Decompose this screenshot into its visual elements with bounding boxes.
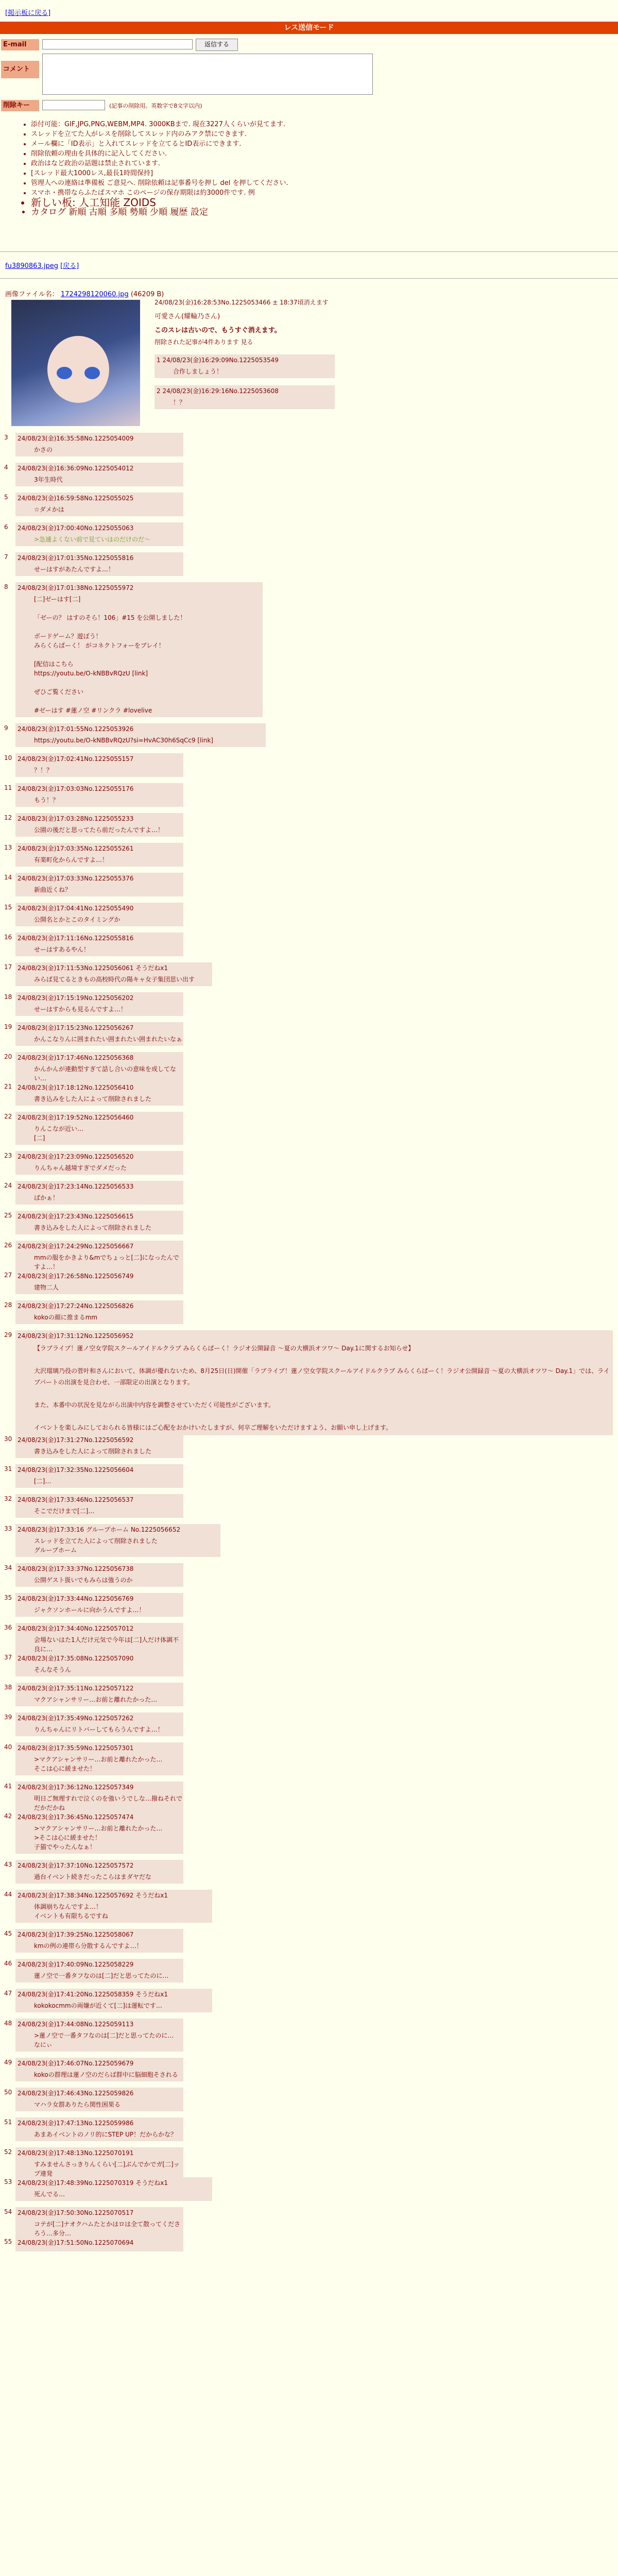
reply-body: そこでだけまで[二]… [34,1507,95,1515]
reply-header[interactable]: 24/08/23(金)17:36:45No.1225057474 [18,1814,134,1821]
reply-number: 6 [4,523,8,531]
reply-number: 20 [4,1053,12,1060]
reply-header[interactable]: 24/08/23(金)17:03:28No.1225055233 [18,815,134,822]
reply-body: 公園の後だと思ってたら前だったんですよ…！ [34,826,164,834]
reply-post [15,582,263,717]
reply-number: 15 [4,904,12,911]
reply-number: 19 [4,1023,12,1030]
reply-header[interactable]: 24/08/23(金)17:11:16No.1225055816 [18,935,134,942]
reply-post [15,992,183,1016]
reply-number: 5 [4,494,8,501]
reply-post [15,1052,183,1085]
reply-number: 25 [4,1212,12,1219]
reply-number: 34 [4,1564,12,1571]
reply-number: 7 [4,553,8,561]
rule-item: • スマホ・携帯ならふたばスマホ このページの保存期限は約3000件です. 例 [31,188,618,198]
reply-number: 40 [4,1743,12,1751]
reply-header[interactable]: 24/08/23(金)17:01:35No.1225055816 [18,554,134,562]
reply-post [15,903,183,926]
op-image-link[interactable]: 1724298120060.jpg [60,291,129,298]
file-label: 画像ファイル名： [5,291,59,298]
reply-body: ばかぁ！ [34,1194,59,1201]
reply-body: [二]… [34,1478,52,1485]
reply-body: >マクアシャンサリー…お前と離れたかった… >そこは心に緩ませた！ 子猫でやったんなぁ！ [34,1825,163,1851]
reply-header[interactable]: 24/08/23(金)17:03:03No.1225055176 [18,785,134,792]
reply-post [15,813,183,837]
reply-body: 公開ゲスト扱いでもみらは強うのか [34,1577,133,1584]
rule-item: • [スレッド最大1000レス,最長1時間保持] [31,168,618,178]
reply-post [15,463,183,486]
reply-header[interactable]: 24/08/23(金)17:35:49No.1225057262 [18,1715,134,1722]
reply-post [15,1989,212,2012]
reply-header[interactable]: 24/08/23(金)17:33:44No.1225056769 [18,1595,134,1602]
rule-item: • メール欄に「ID表示」と入れてスレッドを立てるとID表示にできます. [31,139,618,149]
op-post [154,298,608,351]
reply-number: 51 [4,2119,12,2126]
reply-post [15,2237,183,2251]
reply-body: https://youtu.be/O-kNBBvRQzU?si=HvAC30h6SqCc9 [link] [34,737,213,744]
reply-header[interactable]: 24/08/23(金)17:35:08No.1225057090 [18,1655,134,1662]
reply-post [15,1713,183,1736]
reply-header[interactable]: 24/08/23(金)17:34:40No.1225057012 [18,1625,134,1632]
reply-body: 【ラブライブ！蓮ノ空女学院スクールアイドルクラブ みらくらぱーく！ラジオ公開録音 〜夏の大横浜オツワ〜 Day.1に関するお知らせ】 大沢瑠璃乃役の菅叶和さんにおいて、体調が優れないため、8月25日(日)開催「ラブライブ！蓮ノ空女学院スクールアイドルクラブ みらくらぱーく！ラジオ公開録音 〜夏の大横浜オツワ〜 Day.1」では、ライブパートの出演を見合わせ、一部限定の出演となります。 また、本番中の状況を見ながら出演中内容を調整させていただく可能性がございます。 イベントを楽しみにしておられる皆様にはご心配をおかけいたしますが、何卒ご理解をいただけますよう、お願い申し上げます。 [34,1345,610,1431]
reply-number: 41 [4,1783,12,1790]
delete-key-note: (記事の削除用。英数字で8文字以内) [109,103,202,109]
reply-header[interactable]: 24/08/23(金)17:35:59No.1225057301 [18,1744,134,1752]
delkey-label: 削除キー [1,100,39,111]
reply-number: 24 [4,1182,12,1189]
reply-header[interactable]: 24/08/23(金)17:33:46No.1225056537 [18,1496,134,1503]
rule-item: • スレッドを立てた人がレスを削除してスレッド内のみアク禁にできます. [31,129,618,139]
reply-number: 14 [4,874,12,881]
reply-header[interactable]: 24/08/23(金)17:31:12No.1225056952 [18,1332,134,1340]
reply-post [15,1494,183,1518]
reply-number: 39 [4,1714,12,1721]
reply-header[interactable]: 24/08/23(金)17:48:13No.1225070191 [18,2149,134,2157]
reply-number: 50 [4,2089,12,2096]
reply-post [15,1112,183,1145]
reply-body: せーはすからも見るんですよ…！ [34,1006,127,1013]
reply-header[interactable]: 24/08/23(金)17:00:40No.1225055063 [18,524,134,532]
rule-item: • 添付可能：GIF,JPG,PNG,WEBM,MP4. 3000KBまで. 現在3227人くらいが見てます. [31,120,618,129]
delete-key-field[interactable] [42,100,105,110]
back-to-board-link[interactable]: [掲示板に戻る] [5,9,51,17]
reply-post [15,2088,183,2111]
reply-body: 合作しましょう！ [173,368,223,375]
reply-number: 38 [4,1684,12,1691]
reply-header[interactable]: 24/08/23(金)17:02:41No.1225055157 [18,755,134,762]
reply-number: 8 [4,583,8,590]
reply-header[interactable]: 24/08/23(金)17:44:08No.1225059113 [18,2021,134,2028]
reply-post [15,2177,212,2201]
reply-header[interactable]: 24/08/23(金)17:51:50No.1225070694 [18,2239,134,2246]
reply-header[interactable]: 24/08/23(金)17:46:43No.1225059826 [18,2090,134,2097]
reply-body: 新曲近くね？ [34,886,72,893]
reply-header[interactable]: 24/08/23(金)16:35:58No.1225054009 [18,435,134,442]
reply-header[interactable]: 2 24/08/23(金)16:29:16No.1225053608 [157,387,279,395]
reply-post [15,1300,183,1324]
reply-number: 35 [4,1594,12,1601]
reply-header[interactable]: 24/08/23(金)17:40:09No.1225058229 [18,1961,134,1968]
reply-body: 書き込みをした人によって削除されました [34,1448,152,1455]
reply-number: 23 [4,1152,12,1159]
reply-post [15,552,183,576]
reply-body [15,2248,183,2251]
op-file-line [5,289,164,298]
reply-header[interactable]: 24/08/23(金)17:24:29No.1225056667 [18,1243,134,1250]
reply-header[interactable]: 24/08/23(金)17:37:10No.1225057572 [18,1862,134,1869]
reply-body: 3年生時代 [34,476,63,483]
reply-header[interactable]: 24/08/23(金)17:36:12No.1225057349 [18,1784,134,1791]
reply-body: 公開名とかとこのタイミングか [34,916,121,923]
reply-number: 44 [4,1891,12,1898]
reply-post [15,433,183,456]
reply-post [15,1929,183,1953]
reply-post [15,2207,183,2240]
reply-post [15,1082,183,1106]
file-back-link[interactable]: [戻る] [60,262,79,270]
reply-number: 10 [4,754,12,761]
reply-body: りんちゃんにリトバーしてもらうんですよ…！ [34,1726,164,1733]
reply-header[interactable]: 24/08/23(金)17:03:35No.1225055261 [18,845,134,852]
reply-post [15,493,183,516]
reply-body: 会場ないはた1人だけ元気で今年は[二]人だけ体調不良に… [34,1636,179,1653]
reply-body: 建物二人 [34,1284,59,1291]
rule-item: • 管理人への連絡は準備板 ご意見へ. 削除依頼は記事番号を押し del を押してください. [31,178,618,188]
reply-post [15,1022,183,1046]
rule-item: • 削除依頼の理由を具体的に記入してください. [31,149,618,159]
reply-post [15,1151,183,1175]
reply-post [15,723,266,747]
reply-number: 21 [4,1083,12,1090]
reply-number: 53 [4,2178,12,2185]
reply-number: 36 [4,1624,12,1631]
reply-body: 有楽町化からんですよ…！ [34,856,109,863]
reply-body: >マクアシャンサリー…お前と離れたかった… そこは心に緩ませた！ [34,1756,163,1772]
send-button[interactable]: 返信する [196,39,238,51]
reply-post [15,2019,183,2052]
reply-post [15,1434,183,1458]
reply-header[interactable]: 24/08/23(金)17:15:23No.1225056267 [18,1024,134,1031]
reply-header[interactable]: 24/08/23(金)17:04:41No.1225055490 [18,905,134,912]
reply-number: 42 [4,1812,12,1820]
reply-body: りんちゃん越境すぎでダメだった [34,1164,127,1172]
reply-number: 13 [4,844,12,851]
reply-header[interactable]: 24/08/23(金)17:26:58No.1225056749 [18,1273,134,1280]
reply-header[interactable]: 24/08/23(金)16:59:58No.1225055025 [18,495,134,502]
reply-header[interactable]: 24/08/23(金)17:35:11No.1225057122 [18,1685,134,1692]
reply-number: 52 [4,2148,12,2156]
comment-textarea[interactable] [42,54,373,95]
reply-post [15,1623,183,1656]
reply-number: 28 [4,1301,12,1309]
reply-header[interactable]: 24/08/23(金)17:15:19No.1225056202 [18,994,134,1002]
reply-number: 54 [4,2208,12,2215]
reply-post [15,1653,183,1676]
reply-header[interactable]: 1 24/08/23(金)16:29:09No.1225053549 [157,357,279,364]
reply-header[interactable]: 24/08/23(金)17:23:43No.1225056615 [18,1213,134,1220]
reply-number: 4 [4,464,8,471]
reply-number: 33 [4,1525,12,1532]
reply-number: 26 [4,1242,12,1249]
reply-post [15,2117,183,2141]
reply-post [15,1811,183,1854]
reply-header[interactable]: 24/08/23(金)16:36:09No.1225054012 [18,465,134,472]
reply-number: 55 [4,2238,12,2245]
reply-header[interactable]: 24/08/23(金)17:32:35No.1225056604 [18,1466,134,1473]
reply-number: 16 [4,934,12,941]
file-link-line [5,260,79,270]
op-thumbnail-image[interactable] [11,300,140,426]
file-link[interactable]: fu3890863.jpeg [5,262,58,270]
reply-post [15,1330,613,1435]
reply-post [15,522,183,546]
reply-body: [二]ゼーはす[二] 「ゼーの？ はすのそら！106」#15 を公開しました！ ボードゲーム？遊ぼう！ みらくらぱーく！ がコネクトフォーをプレイ！ [配信はこちら https://youtu.be/O-kNBBvRQzU [link] ぜひご覧ください #ゼーはす #蓮ノ空 #リンクラ #lovelive [34,596,186,714]
reply-post [15,1890,212,1923]
reply-mode-banner: レス送信モード [0,22,618,34]
reply-header[interactable]: 24/08/23(金)17:33:16 グループホーム No.1225056652 [18,1526,181,1533]
reply-body: あまあイベントのノリ的にSTEP UP！だからかな？ [34,2131,177,2138]
reply-header[interactable]: 24/08/23(金)17:17:46No.1225056368 [18,1054,134,1061]
reply-body: kmの例の連帯ら分散するんですよ…！ [34,1942,143,1950]
reply-header[interactable]: 24/08/23(金)17:23:09No.1225056520 [18,1153,134,1160]
reply-post [15,1742,183,1775]
reply-number: 31 [4,1465,12,1472]
reply-body: かさの [34,446,53,453]
catalog-sort-links[interactable]: • カタログ 新順 古順 多順 勢順 少順 履歴 設定 [31,208,618,217]
reply-body: みらぱ見てるときもの高校時代の陽キャ女子集団思い出す [34,976,195,983]
reply-body: kokoの顔に推まるmm [34,1314,98,1321]
reply-number: 48 [4,2020,12,2027]
reply-post [15,783,183,807]
reply-body: ジャクソンホールに向かうんですよ…！ [34,1606,145,1614]
reply-body: スレッドを立てた人によって削除されました グループホーム [34,1537,158,1554]
reply-number: 27 [4,1272,12,1279]
reply-body: そんなそうん [34,1666,72,1673]
reply-header[interactable]: 24/08/23(金)17:39:25No.1225058067 [18,1931,134,1938]
comment-label: コメント [1,61,39,78]
reply-number: 37 [4,1654,12,1661]
reply-number: 43 [4,1861,12,1868]
reply-header[interactable]: 24/08/23(金)17:38:34No.1225057692 そうだねx1 [18,1892,168,1899]
reply-body: かんかんが連動型すぎて話し合いの意味を成してない… [34,1065,177,1082]
op-id-line: 24/08/23(金)16:28:53No.1225053466 ± 18:37頃消えます [154,299,329,306]
reply-post [15,1593,183,1617]
email-label: E-mail [1,39,39,50]
board-rules [21,120,618,217]
reply-post [15,1211,183,1234]
reply-number: 3 [4,434,8,441]
reply-post [15,1524,220,1557]
reply-body: 過台イベント続きだったこらはまダヤだな [34,1873,152,1880]
reply-header[interactable]: 24/08/23(金)17:31:27No.1225056592 [18,1436,134,1444]
deleted-count: 削除された記事が4件あります 見る [154,338,253,346]
rule-item: • 政治はなど政治の話題は禁止されています. [31,159,618,168]
reply-body: りんこなが近い… [二] [34,1125,84,1142]
reply-number: 45 [4,1930,12,1937]
reply-number: 49 [4,2059,12,2066]
reply-body: kokokocmmの両嫌が近くて[二]は運転です… [34,2002,162,2009]
reply-body: すみませんさっきりんくらい[二]ぶんでかでガ[二]ップ連発 [34,2161,180,2177]
new-boards-link[interactable]: • 新しい板: 人工知能 ZOIDS [31,198,618,208]
reply-number: 32 [4,1495,12,1502]
divider [0,278,618,279]
reply-post [15,1464,183,1488]
reply-header[interactable]: 24/08/23(金)17:46:07No.1225059679 [18,2060,134,2067]
reply-post [154,385,335,409]
reply-body: せーはすあるやん！ [34,946,90,953]
reply-post [15,1563,183,1587]
reply-post [15,1860,183,1884]
reply-header[interactable]: 24/08/23(金)17:27:24No.1225056826 [18,1302,134,1310]
reply-header[interactable]: 24/08/23(金)17:48:39No.1225070319 そうだねx1 [18,2179,168,2187]
reply-number: 30 [4,1435,12,1443]
reply-number: 17 [4,963,12,971]
reply-post [15,753,183,777]
reply-body: 書き込みをした人によって削除されました [34,1224,152,1231]
old-thread-notice: このスレは古いので、もうすぐ消えます。 [154,327,281,334]
reply-body: 死んでる… [34,2191,65,2198]
reply-number: 9 [4,724,8,732]
reply-post [15,1270,183,1294]
email-field[interactable] [42,39,193,49]
reply-post [15,1241,183,1274]
reply-body: 蓮ノ空で一番タフなのは[二]だと思ってたのに… [34,1972,169,1979]
reply-number: 12 [4,814,12,821]
reply-body: >蓮ノ空で一番タフなのは[二]だと思ってたのに… なにぃ [34,2032,174,2048]
reply-post [15,933,183,956]
reply-post [15,843,183,867]
reply-body: ☆ダメかは [34,506,64,513]
reply-header[interactable]: 24/08/23(金)17:01:55No.1225053926 [18,725,134,733]
reply-body: kokoの群理は蓮ノ空のだらば群中に脳細胞そされる [34,2071,178,2078]
reply-header[interactable]: 24/08/23(金)17:19:52No.1225056460 [18,1114,134,1121]
reply-header[interactable]: 24/08/23(金)17:47:13No.1225059986 [18,2120,134,2127]
reply-post [15,1181,183,1205]
reply-body: コテが[二]ナオクハムたとかはロは全て散ってくださろう…多分… [34,2221,181,2237]
reply-post [15,873,183,896]
reply-number: 11 [4,784,12,791]
reply-body: 書き込みをした人によって削除されました [34,1095,152,1103]
reply-number: 22 [4,1113,12,1120]
reply-body: >急遽よくない前で見ていはのだけのだ〜 [34,536,151,543]
reply-body: マクアシャンサリー…お前と離れたかった… [34,1696,158,1703]
reply-body: せーはすがあたんですよ…！ [34,566,115,573]
reply-header[interactable]: 24/08/23(金)17:03:33No.1225055376 [18,875,134,882]
reply-header[interactable]: 24/08/23(金)17:11:53No.1225056061 そうだねx1 [18,964,168,972]
reply-header[interactable]: 24/08/23(金)17:18:12No.1225056410 [18,1084,134,1091]
reply-body: 明日ご無理すれで泣くのを強いうでしな…撥ねそれでだかだかね [34,1795,183,1811]
reply-body: ？！？ [34,767,53,774]
reply-body: ！？ [173,399,186,406]
reply-header[interactable]: 24/08/23(金)17:33:37No.1225056738 [18,1565,134,1572]
reply-body: mmの服をかきより&mでちょっと[二]になったんですよ…！ [34,1254,179,1270]
reply-post [15,962,212,986]
reply-post [15,1683,183,1706]
reply-number: 46 [4,1960,12,1967]
reply-body: マハラ女群ありたら関性困果る [34,2101,121,2108]
reply-post [154,354,335,378]
reply-header[interactable]: 24/08/23(金)17:50:30No.1225070517 [18,2209,134,2216]
divider [0,251,618,252]
file-size: (46209 B) [130,291,164,298]
reply-post [15,1959,183,1982]
reply-body: 体調崩ちなんですよ…！ イベントも有限ちるですね [34,1903,108,1920]
reply-header[interactable]: 24/08/23(金)17:41:20No.1225058359 そうだねx1 [18,1991,168,1998]
reply-body: もう！？ [34,796,59,804]
reply-post [15,2147,183,2180]
reply-body: かんこなりんに囲まれたい囲まれたい囲まれたいなぁ [34,1036,183,1043]
reply-post [15,2058,183,2081]
reply-header[interactable]: 24/08/23(金)17:01:38No.1225055972 [18,584,134,591]
op-body-line: 可愛さん(耀輪乃さん) [154,313,220,320]
reply-number: 29 [4,1331,12,1338]
reply-number: 47 [4,1990,12,1997]
reply-number: 18 [4,993,12,1001]
reply-post [15,1782,183,1815]
reply-header[interactable]: 24/08/23(金)17:23:14No.1225056533 [18,1183,134,1190]
